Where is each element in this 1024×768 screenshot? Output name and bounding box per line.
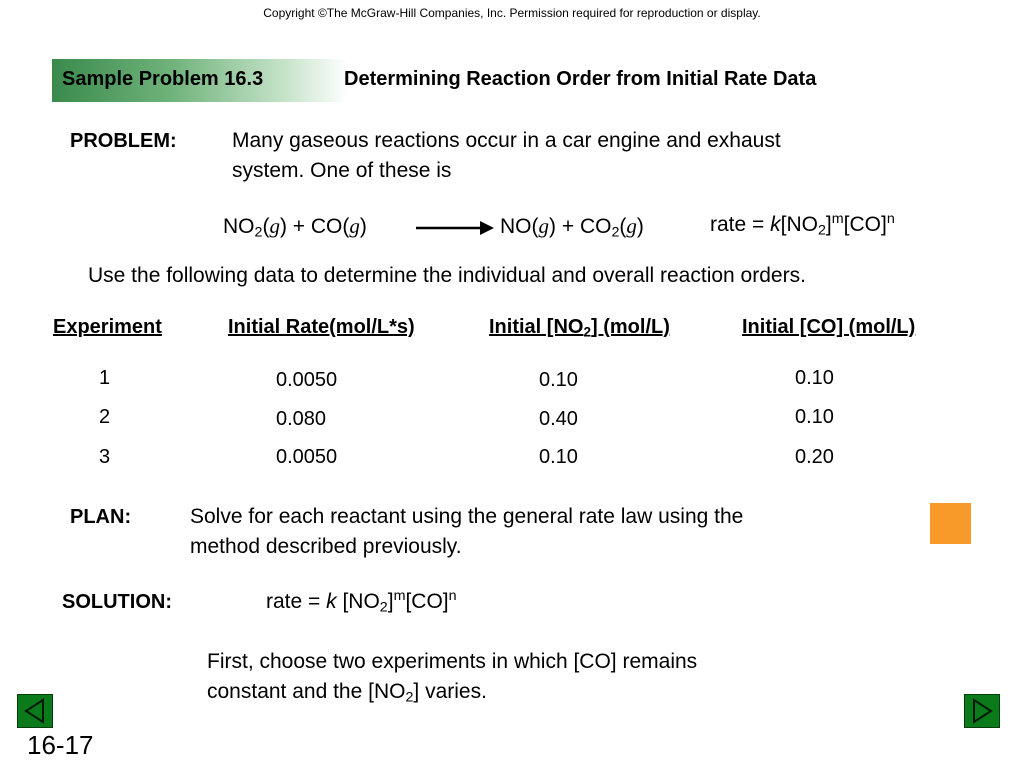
header-experiment: Experiment [53,316,162,338]
left-arrow-icon [18,695,52,727]
instruction-text: Use the following data to determine the individual and overall reaction orders. [88,264,806,287]
table-cell-co: 0.10 [795,406,834,428]
header-initial-rate: Initial Rate(mol/L*s) [228,316,415,338]
slide-number: 16-17 [27,730,94,760]
problem-line-2: system. One of these is [232,159,452,182]
table-cell-exp: 2 [99,406,111,428]
solution-line-1: First, choose two experiments in which [CO] remains [207,650,698,673]
table-cell-co: 0.10 [795,367,834,389]
solution-line-2: constant and the $[NO_2]$ varies. [207,680,487,706]
rate-law: rate = $k[NO_2]^m[CO]^n$ [710,211,895,239]
solution-text [207,647,697,707]
sample-problem-title: Sample Problem 16.3 [62,68,264,90]
plan-line-2: method described previously. [190,535,462,558]
plan-line-1: Solve for each reactant using the general rate law using the [190,505,744,528]
table-cell-no2: 0.10 [539,446,578,468]
table-cell-co: 0.20 [795,446,834,468]
header-initial-co: Initial [CO] (mol/L) [742,316,916,338]
table-cell-no2: 0.10 [539,369,578,391]
table-cell-exp: 1 [99,367,111,389]
reactants: $NO_2(g) + CO(g)$ [223,214,367,241]
previous-slide-button[interactable] [17,694,53,728]
plan-label: PLAN: [70,506,132,528]
problem-line-1: Many gaseous reactions occur in a car engine and exhaust [232,129,781,152]
table-cell-exp: 3 [99,446,111,468]
copyright-notice: Copyright ©The McGraw-Hill Companies, Inc. Permission required for reproduction or display. [263,6,761,20]
table-cell-rate: 0.0050 [276,446,338,468]
right-arrow-icon [965,695,999,727]
table-cell-no2: 0.40 [539,408,578,430]
plan-text [190,502,743,562]
table-cell-rate: 0.0050 [276,369,338,391]
problem-label: PROBLEM: [70,130,177,152]
problem-text [232,126,781,186]
solution-label: SOLUTION: [62,591,172,613]
header-initial-no2: Initial $[NO_2]$ (mol/L) [489,316,670,340]
solution-rate-law: rate = k $[NO_2]^m[CO]^n$ [266,588,457,616]
products: $NO(g) + CO_2(g)$ [500,214,644,241]
table-cell-rate: 0.080 [276,408,327,430]
next-slide-button[interactable] [964,694,1000,728]
orange-marker [930,503,971,544]
problem-topic-title: Determining Reaction Order from Initial Rate Data [344,68,817,90]
reaction-arrow-icon [414,219,496,237]
